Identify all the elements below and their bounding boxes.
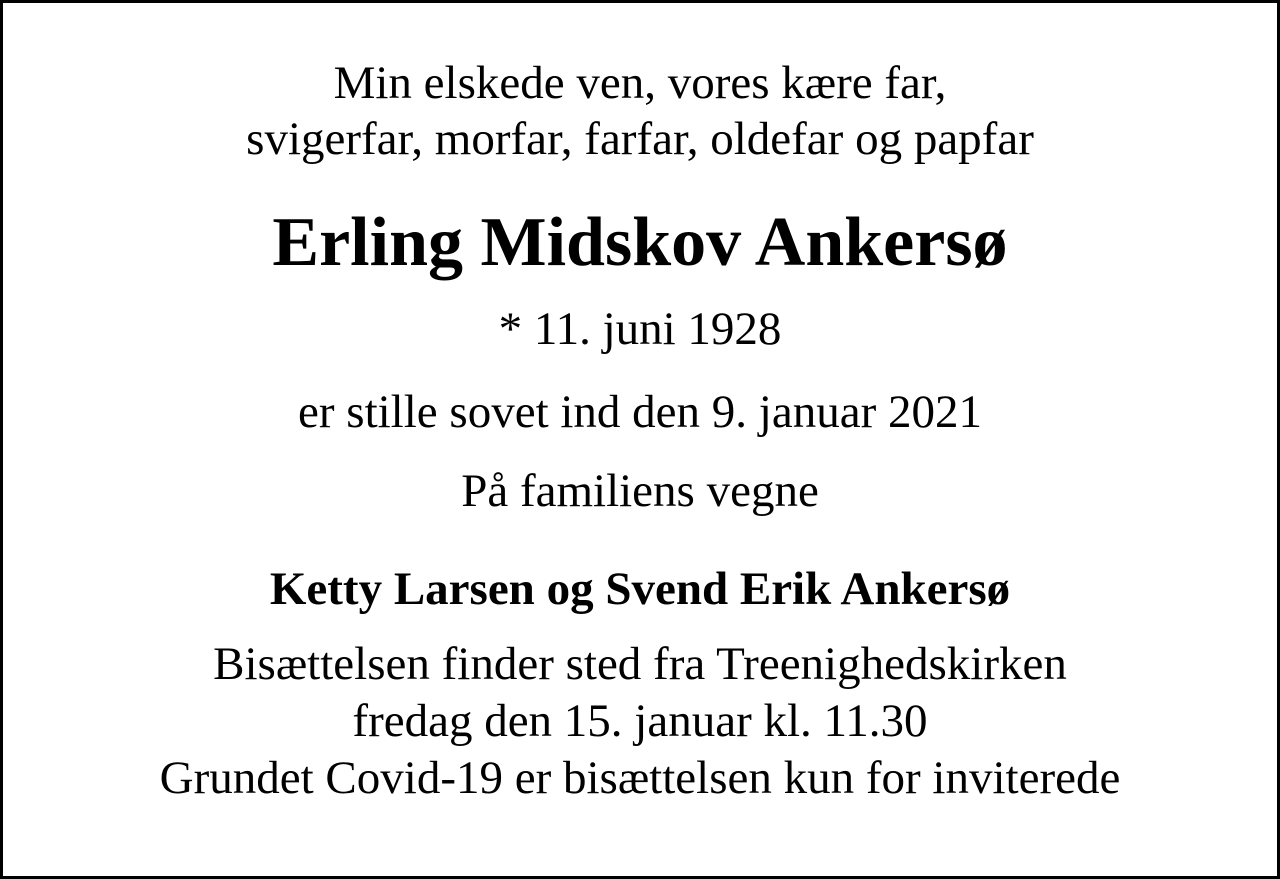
on-behalf-text: På familiens vegne xyxy=(461,465,819,517)
deceased-name: Erling Midskov Ankersø xyxy=(272,204,1008,281)
intro-text xyxy=(3,55,1277,167)
family-names: Ketty Larsen og Svend Erik Ankersø xyxy=(269,563,1011,615)
death-statement: er stille sovet ind den 9. januar 2021 xyxy=(298,386,982,438)
intro-line-2: svigerfar, morfar, farfar, oldefar og papfar xyxy=(246,113,1034,165)
ceremony-details xyxy=(3,636,1277,807)
intro-line-1: Min elskede ven, vores kære far, xyxy=(333,57,947,109)
ceremony-line-3: Grundet Covid-19 er bisættelsen kun for inviterede xyxy=(159,752,1121,804)
ceremony-line-1: Bisættelsen finder sted fra Treenighedskirken xyxy=(213,638,1067,690)
ceremony-line-2: fredag den 15. januar kl. 11.30 xyxy=(352,695,928,747)
birth-date: * 11. juni 1928 xyxy=(498,303,782,355)
